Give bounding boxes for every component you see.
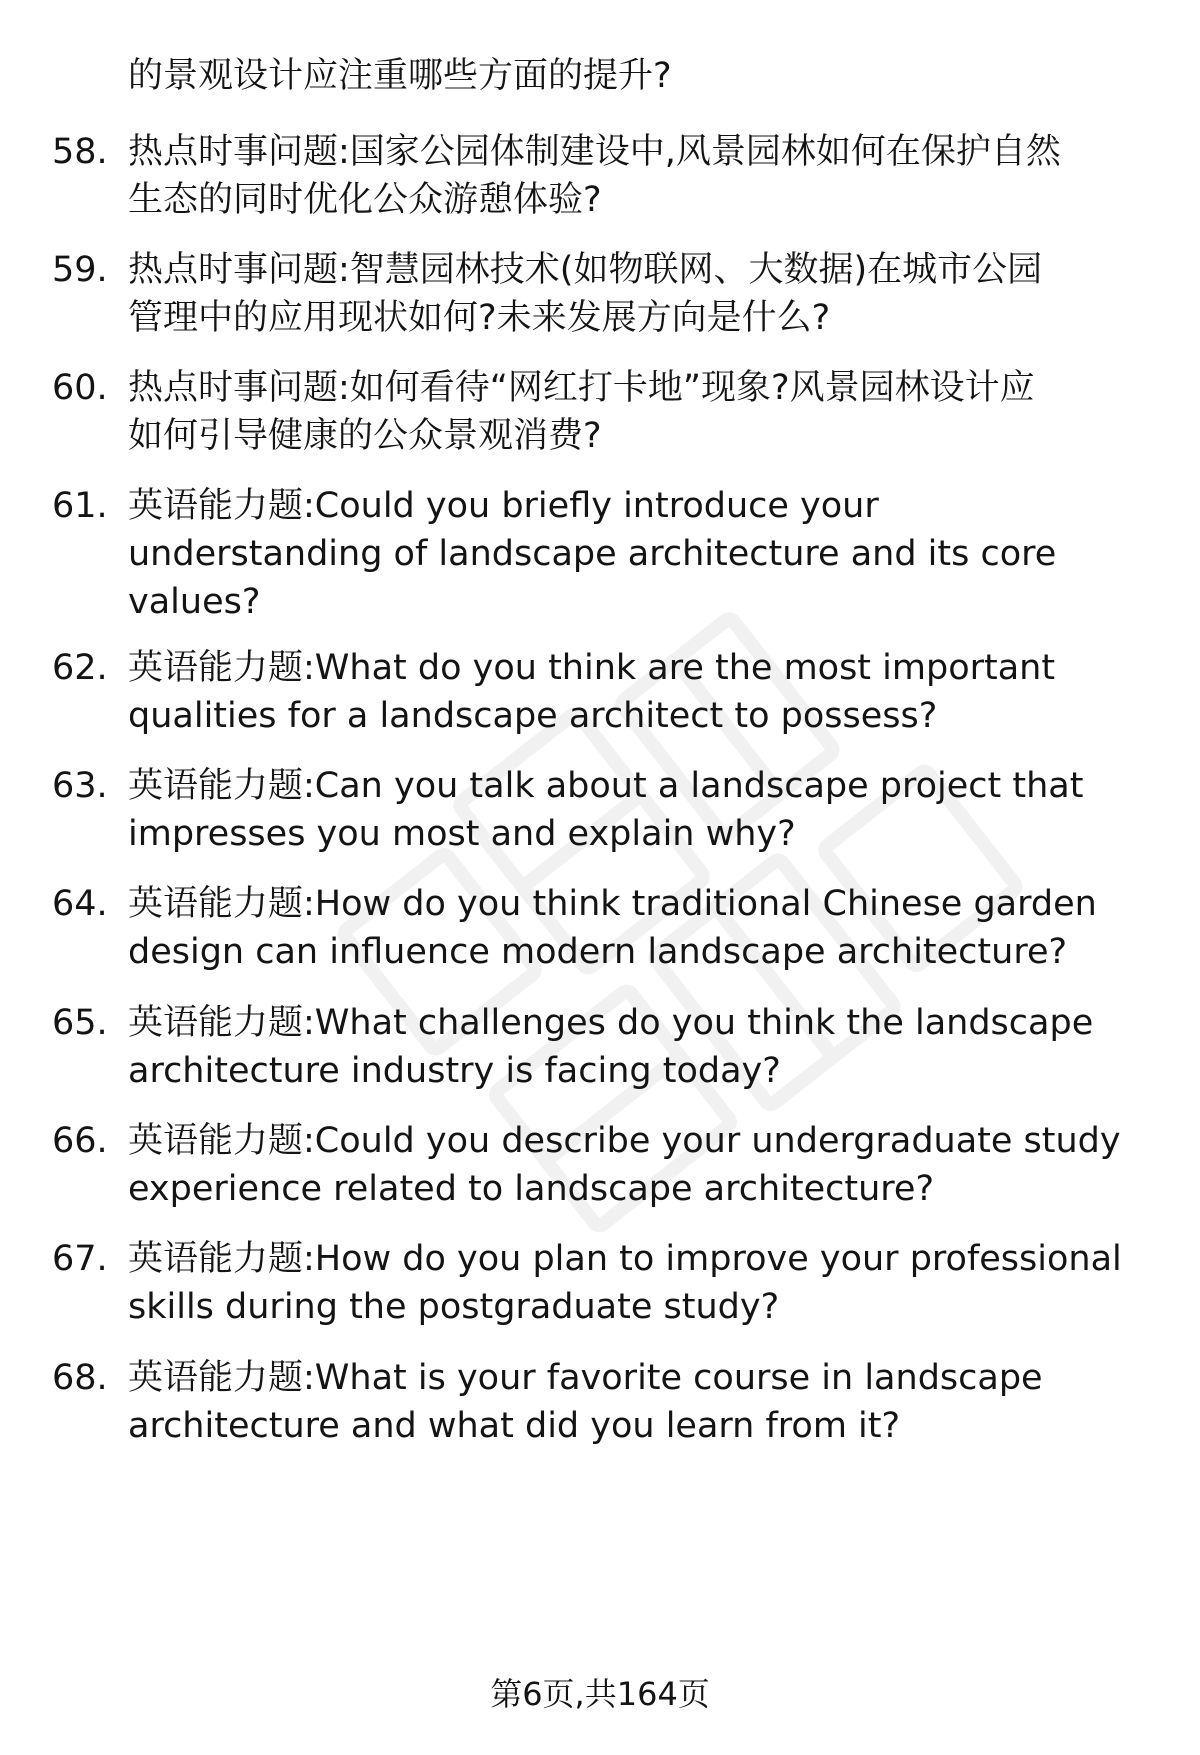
question-line: 的景观设计应注重哪些方面的提升? [128, 56, 672, 96]
question-number: 59. [52, 250, 108, 290]
question-line: 生态的同时优化公众游憩体验? [128, 180, 602, 220]
question-number: 68. [52, 1358, 108, 1398]
question-number: 58. [52, 132, 108, 172]
question-number: 63. [52, 766, 108, 806]
question-line: architecture and what did you learn from it? [128, 1406, 901, 1446]
question-number: 60. [52, 368, 108, 408]
question-text [128, 1235, 1158, 1331]
question-line: 如何引导健康的公众景观消费? [128, 416, 602, 456]
question-line: architecture industry is facing today? [128, 1051, 781, 1091]
question-line: 热点时事问题:国家公园体制建设中,风景园林如何在保护自然 [128, 132, 1061, 172]
question-line: values? [128, 582, 261, 622]
question-text [128, 52, 1158, 100]
question-line: 英语能力题:Could you briefly introduce your [128, 486, 879, 526]
question-text [128, 128, 1158, 224]
question-text [128, 1117, 1158, 1213]
question-line: 管理中的应用现状如何?未来发展方向是什么? [128, 298, 831, 338]
page-footer-indicator: 第6页,共164页 [490, 1675, 710, 1713]
question-line: 英语能力题:What is your favorite course in landscape [128, 1358, 1043, 1398]
question-line: skills during the postgraduate study? [128, 1287, 780, 1327]
question-text [128, 364, 1158, 460]
question-number: 61. [52, 486, 108, 526]
question-text [128, 482, 1158, 626]
question-text [128, 1354, 1158, 1450]
question-line: 英语能力题:What do you think are the most important [128, 648, 1056, 688]
question-line: experience related to landscape architecture? [128, 1169, 935, 1209]
question-number: 66. [52, 1121, 108, 1161]
question-line: 英语能力题:What challenges do you think the landscape [128, 1003, 1094, 1043]
question-text [128, 644, 1158, 740]
question-text [128, 999, 1158, 1095]
question-line: 英语能力题:How do you plan to improve your professional [128, 1239, 1122, 1279]
question-number: 64. [52, 884, 108, 924]
question-line: 热点时事问题:智慧园林技术(如物联网、大数据)在城市公园 [128, 250, 1043, 290]
question-line: 英语能力题:Could you describe your undergraduate study [128, 1121, 1121, 1161]
question-text [128, 246, 1158, 342]
question-number: 67. [52, 1239, 108, 1279]
question-number: 65. [52, 1003, 108, 1043]
question-line: 热点时事问题:如何看待“网红打卡地”现象?风景园林设计应 [128, 368, 1035, 408]
question-line: 英语能力题:How do you think traditional Chinese garden [128, 884, 1097, 924]
question-text [128, 880, 1158, 976]
question-line: qualities for a landscape architect to possess? [128, 696, 938, 736]
question-line: impresses you most and explain why? [128, 814, 796, 854]
question-line: understanding of landscape architecture and its core [128, 534, 1057, 574]
question-line: design can influence modern landscape architecture? [128, 932, 1068, 972]
question-text [128, 762, 1158, 858]
question-number: 62. [52, 648, 108, 688]
question-line: 英语能力题:Can you talk about a landscape project that [128, 766, 1084, 806]
